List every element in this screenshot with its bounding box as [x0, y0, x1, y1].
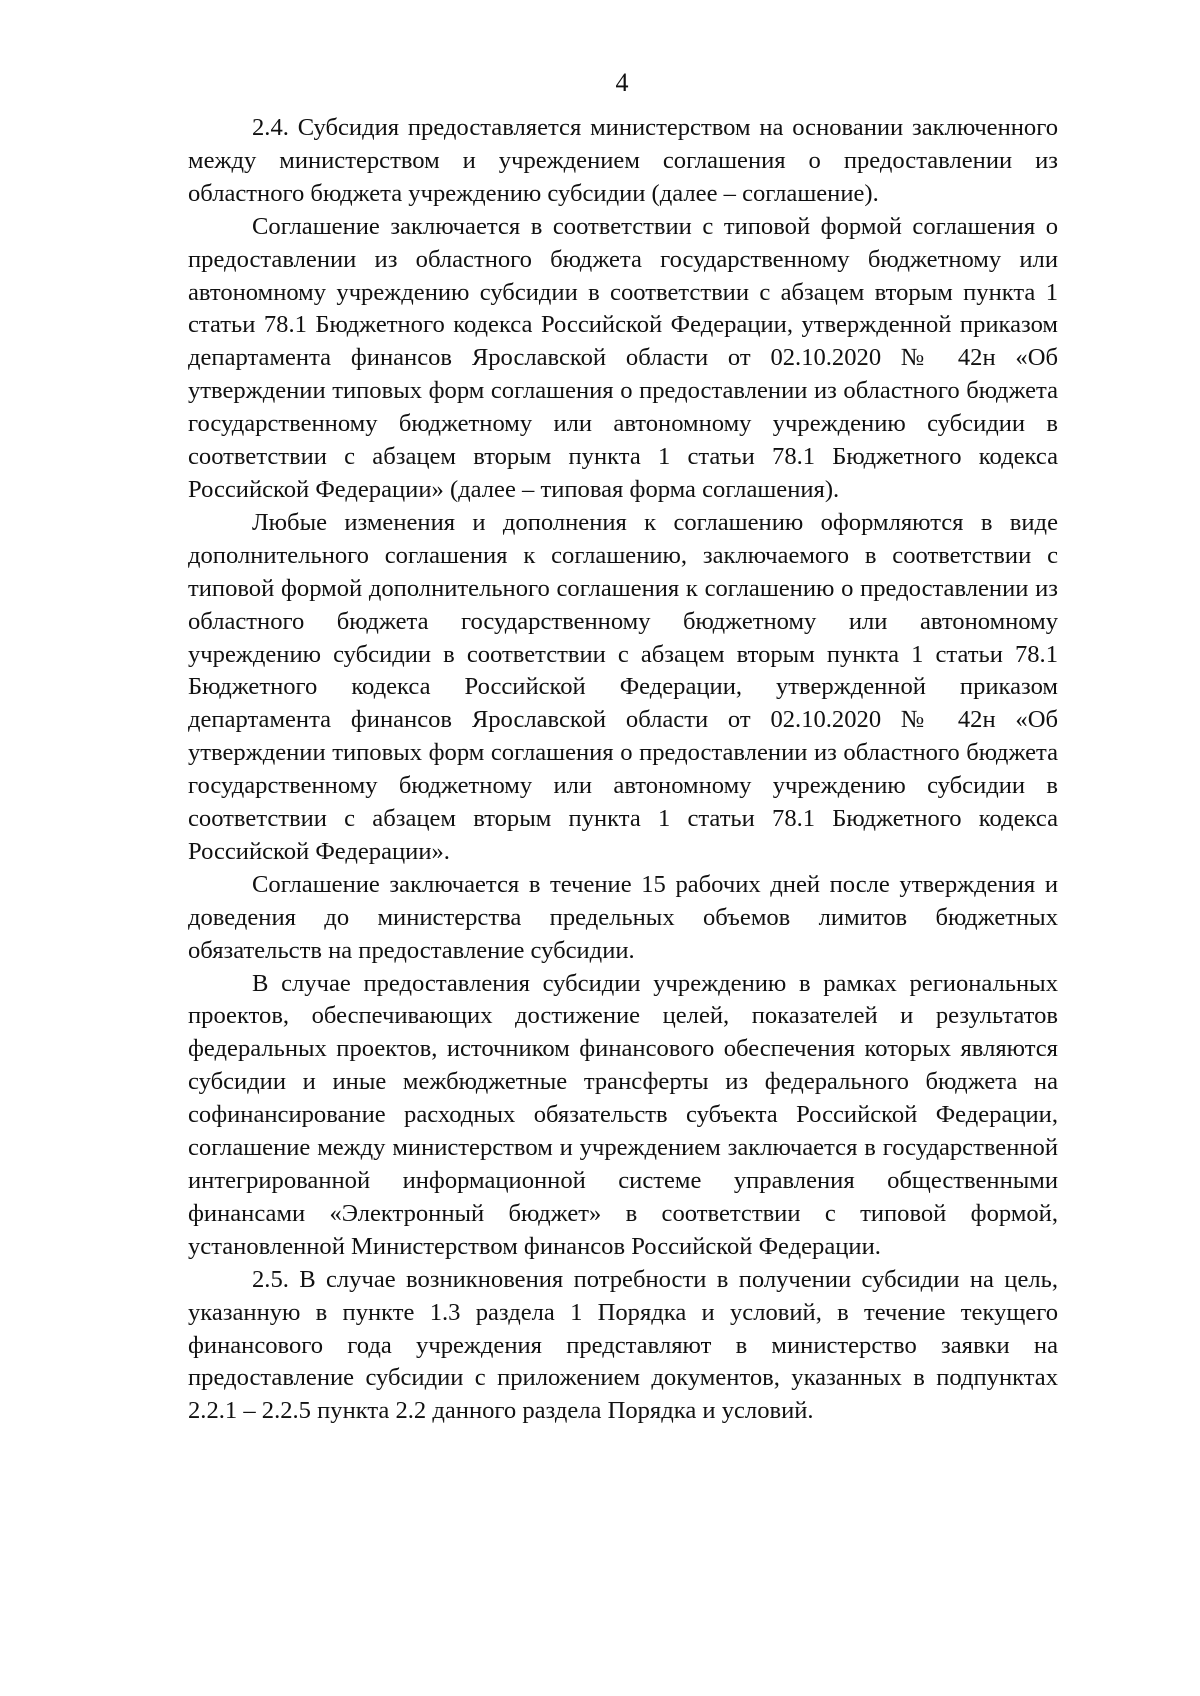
paragraph-regional-projects: В случае предоставления субсидии учреждению в рамках региональных проектов, обеспечивающих достижение целей, показателей и результатов федеральных проектов, источником финансового обеспечения которых являются субсидии и иные межбюджетные трансферты из федерального бюджета на софинансирование расходных обязательств субъекта Российской Федерации, соглашение между министерством и учреждением заключается в государственной интегрированной информационной системе управления общественными финансами «Электронный бюджет» в соответствии с типовой формой, установленной Министерством финансов Российской Федерации.	[188, 969, 1058, 1260]
page-number: 4	[615, 68, 629, 97]
paragraph-agreement-term: Соглашение заключается в течение 15 рабочих дней после утверждения и доведения до министерства предельных объемов лимитов бюджетных обязательств на предоставление субсидии.	[188, 870, 1058, 964]
paragraph-2-4: 2.4. Субсидия предоставляется министерством на основании заключенного между министерством и учреждением соглашения о предоставлении из областного бюджета учреждению субсидии (далее – соглашение).	[188, 114, 1058, 207]
paragraph-agreement-form: Соглашение заключается в соответствии с типовой формой соглашения о предоставлении из областного бюджета государственному бюджетному или автономному учреждению субсидии в соответствии с абзацем вторым пункта 1 статьи 78.1 Бюджетного кодекса Российской Федерации, утвержденной приказом департамента финансов Ярославской области от 02.10.2020 № 42н «Об утверждении типовых форм соглашения о предоставлении из областного бюджета государственному бюджетному или автономному учреждению субсидии в соответствии с абзацем вторым пункта 1 статьи 78.1 Бюджетного кодекса Российской Федерации» (далее – типовая форма соглашения).	[188, 212, 1058, 503]
document-body	[188, 112, 1058, 1428]
paragraph-2-5: 2.5. В случае возникновения потребности в получении субсидии на цель, указанную в пункте 1.3 раздела 1 Порядка и условий, в течение текущего финансового года учреждения представляют в министерство заявки на предоставление субсидии с приложением документов, указанных в подпунктах 2.2.1 – 2.2.5 пункта 2.2 данного раздела Порядка и условий.	[188, 1265, 1058, 1425]
paragraph-amendments: Любые изменения и дополнения к соглашению оформляются в виде дополнительного соглашения к соглашению, заключаемого в соответствии с типовой формой дополнительного соглашения к соглашению о предоставлении из областного бюджета государственному бюджетному или автономному учреждению субсидии в соответствии с абзацем вторым пункта 1 статьи 78.1 Бюджетного кодекса Российской Федерации, утвержденной приказом департамента финансов Ярославской области от 02.10.2020 № 42н «Об утверждении типовых форм соглашения о предоставлении из областного бюджета государственному бюджетному или автономному учреждению субсидии в соответствии с абзацем вторым пункта 1 статьи 78.1 Бюджетного кодекса Российской Федерации».	[188, 508, 1058, 865]
